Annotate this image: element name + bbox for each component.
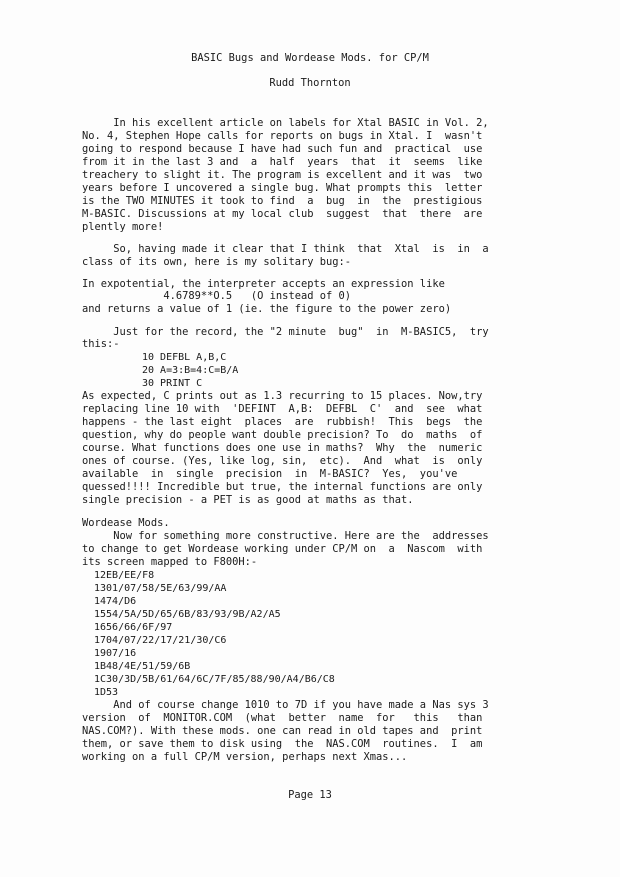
p7-line: NAS.COM?). With these mods. one can read in old tapes and print: [82, 725, 483, 737]
p6-line: Now for something more constructive. Here are the addresses: [82, 530, 489, 542]
p2-line: So, having made it clear that I think that Xtal is in a: [82, 243, 489, 255]
page-number: Page 13: [288, 789, 332, 801]
address-line: 1301/07/58/5E/63/99/AA: [94, 583, 227, 594]
p1-line: In his excellent article on labels for Xtal BASIC in Vol. 2,: [82, 117, 489, 129]
p5-line: ones of course. (Yes, like log, sin, etc). And what is only: [82, 455, 483, 467]
address-line: 1474/D6: [94, 596, 137, 607]
p7-line: version of MONITOR.COM (what better name for this than: [82, 712, 483, 724]
address-line: 1656/66/6F/97: [94, 622, 173, 633]
code-line: 20 A=3:B=4:C=B/A: [142, 365, 239, 376]
p7-line: And of course change 1010 to 7D if you have made a Nas sys 3: [82, 699, 489, 711]
address-line: 1B48/4E/51/59/6B: [94, 661, 191, 672]
p2-line: class of its own, here is my solitary bug:-: [82, 256, 351, 268]
p3-line: 4.6789**O.5 (O instead of 0): [82, 290, 351, 302]
address-line: 1C30/3D/5B/61/64/6C/7F/85/88/90/A4/B6/C8: [94, 674, 335, 685]
p1-line: from it in the last 3 and a half years that it seems like: [82, 156, 483, 168]
p4-line: this:-: [82, 338, 120, 350]
code-line: 10 DEFBL A,B,C: [142, 352, 227, 363]
p5-line: course. What functions does one use in maths? Why the numeric: [82, 442, 483, 454]
p1-line: treachery to slight it. The program is excellent and it was two: [82, 169, 483, 181]
address-line: 1D53: [94, 687, 119, 698]
section-heading: Wordease Mods.: [82, 517, 170, 529]
article-title: BASIC Bugs and Wordease Mods. for CP/M: [191, 52, 429, 64]
p5-line: replacing line 10 with 'DEFINT A,B: DEFBL C' and see what: [82, 403, 483, 415]
p7-line: them, or save them to disk using the NAS.COM routines. I am: [82, 738, 483, 750]
p1-line: M-BASIC. Discussions at my local club suggest that there are: [82, 208, 483, 220]
address-line: 1907/16: [94, 648, 137, 659]
p1-line: going to respond because I have had such fun and practical use: [82, 143, 483, 155]
p4-line: Just for the record, the "2 minute bug" in M-BASIC5, try: [82, 326, 489, 338]
p7-line: working on a full CP/M version, perhaps next Xmas...: [82, 751, 408, 763]
p5-line: happens - the last eight places are rubbish! This begs the: [82, 416, 483, 428]
p3-line: In expotential, the interpreter accepts an expression like: [82, 278, 445, 290]
p1-line: is the TWO MINUTES it took to find a bug in the prestigious: [82, 195, 483, 207]
address-line: 1704/07/22/17/21/30/C6: [94, 635, 227, 646]
p5-line: available in single precision in M-BASIC? Yes, you've: [82, 468, 458, 480]
p1-line: No. 4, Stephen Hope calls for reports on bugs in Xtal. I wasn't: [82, 130, 483, 142]
p6-line: its screen mapped to F800H:-: [82, 556, 258, 568]
p1-line: years before I uncovered a single bug. What prompts this letter: [82, 182, 483, 194]
p6-line: to change to get Wordease working under CP/M on a Nascom with: [82, 543, 483, 555]
p5-line: quessed!!!! Incredible but true, the internal functions are only: [82, 481, 483, 493]
article-author: Rudd Thornton: [269, 77, 351, 89]
p5-line: question, why do people want double precision? To do maths of: [82, 429, 483, 441]
p1-line: plently more!: [82, 221, 164, 233]
address-line: 12EB/EE/F8: [94, 570, 155, 581]
p5-line: single precision - a PET is as good at maths as that.: [82, 494, 414, 506]
address-line: 1554/5A/5D/65/6B/83/93/9B/A2/A5: [94, 609, 281, 620]
p3-line: and returns a value of 1 (ie. the figure to the power zero): [82, 303, 452, 315]
p5-line: As expected, C prints out as 1.3 recurring to 15 places. Now,try: [82, 390, 483, 402]
code-line: 30 PRINT C: [142, 378, 203, 389]
